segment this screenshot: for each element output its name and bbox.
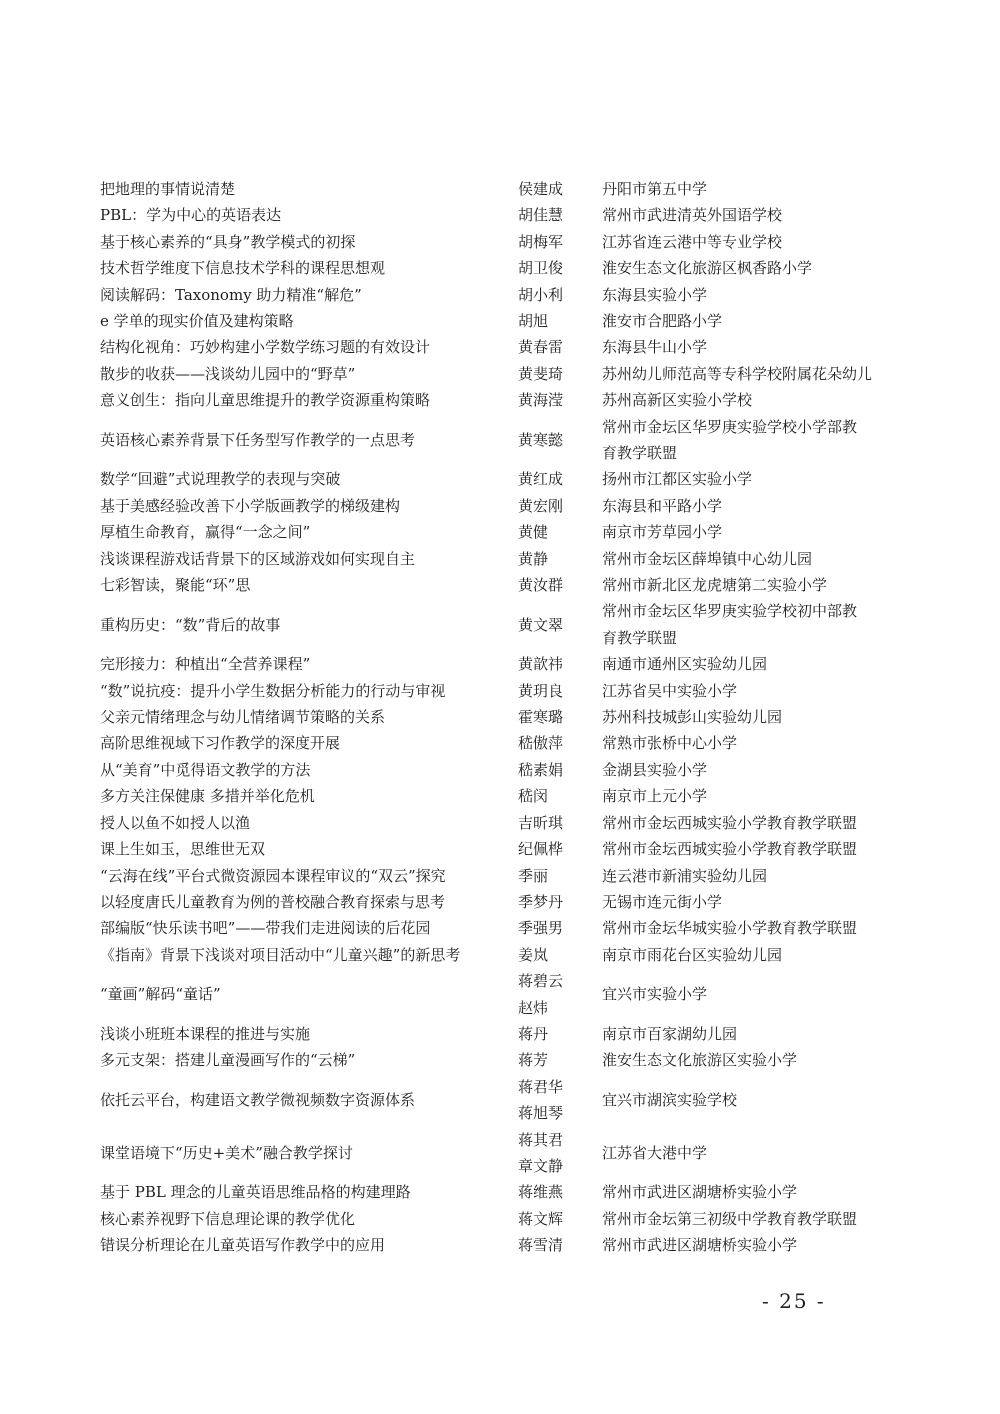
table-row bbox=[100, 493, 880, 519]
school-name: 苏州高新区实验小学校 bbox=[602, 391, 753, 410]
author-name: 胡卫俊 bbox=[518, 259, 564, 278]
author-cell bbox=[518, 757, 602, 783]
author-cell bbox=[518, 836, 602, 862]
author-name: 章文静 bbox=[518, 1156, 564, 1175]
table-row bbox=[100, 1021, 880, 1047]
table-row bbox=[100, 361, 880, 387]
school-cell bbox=[602, 546, 880, 572]
school-name: 宜兴市实验小学 bbox=[602, 985, 708, 1004]
author-cell bbox=[518, 863, 602, 889]
school-cell bbox=[602, 414, 880, 467]
school-cell bbox=[602, 651, 880, 677]
author-name: 黄静 bbox=[518, 549, 549, 568]
paper-title: 英语核心素养背景下任务型写作教学的一点思考 bbox=[100, 430, 416, 449]
table-row bbox=[100, 757, 880, 783]
author-name: 蒋文辉 bbox=[518, 1209, 564, 1228]
author-cell bbox=[518, 308, 602, 334]
paper-title: 散步的收获——浅谈幼儿园中的“野草” bbox=[100, 364, 356, 383]
school-name: 南京市芳草园小学 bbox=[602, 523, 723, 542]
paper-title: 多元支架：搭建儿童漫画写作的“云梯” bbox=[100, 1051, 356, 1070]
table-row bbox=[100, 598, 880, 651]
author-cell bbox=[518, 361, 602, 387]
author-name: 侯建成 bbox=[518, 180, 564, 198]
school-name: 东海县和平路小学 bbox=[602, 496, 723, 515]
table-row bbox=[100, 783, 880, 809]
author-cell bbox=[518, 704, 602, 730]
author-cell bbox=[518, 493, 602, 519]
paper-title: 把地理的事情说清楚 bbox=[100, 180, 236, 198]
paper-title: 基于 PBL 理念的儿童英语思维品格的构建理路 bbox=[100, 1183, 411, 1202]
school-cell bbox=[602, 334, 880, 360]
paper-title: PBL：学为中心的英语表达 bbox=[100, 206, 282, 225]
author-cell bbox=[518, 678, 602, 704]
table-row bbox=[100, 308, 880, 334]
school-cell bbox=[602, 229, 880, 255]
paper-title: 重构历史：“数”背后的故事 bbox=[100, 615, 281, 634]
author-cell bbox=[518, 334, 602, 360]
table-row bbox=[100, 414, 880, 467]
table-row bbox=[100, 1127, 880, 1180]
author-cell bbox=[518, 1047, 602, 1073]
school-name: 淮安生态文化旅游区实验小学 bbox=[602, 1051, 798, 1070]
school-name: 丹阳市第五中学 bbox=[602, 180, 708, 198]
author-cell bbox=[518, 387, 602, 413]
author-name: 嵇傲萍 bbox=[518, 734, 564, 753]
paper-title: 阅读解码：Taxonomy 助力精准“解危” bbox=[100, 285, 362, 304]
table-row bbox=[100, 915, 880, 941]
author-cell bbox=[518, 282, 602, 308]
paper-title: 以轻度唐氏儿童教育为例的普校融合教育探索与思考 bbox=[100, 892, 446, 911]
paper-title: 七彩智读，聚能“环”思 bbox=[100, 576, 251, 595]
school-cell bbox=[602, 1021, 880, 1047]
school-name: 苏州科技城彭山实验幼儿园 bbox=[602, 708, 783, 727]
school-cell bbox=[602, 255, 880, 281]
author-cell bbox=[518, 414, 602, 467]
author-cell bbox=[518, 1127, 602, 1180]
author-cell bbox=[518, 546, 602, 572]
page-number: - 25 - bbox=[762, 1289, 826, 1313]
school-cell bbox=[602, 942, 880, 968]
author-name: 黄寒懿 bbox=[518, 430, 564, 449]
table-row bbox=[100, 176, 880, 202]
school-cell bbox=[602, 1047, 880, 1073]
paper-title: 完形接力：种植出“全营养课程” bbox=[100, 655, 311, 674]
author-cell bbox=[518, 176, 602, 202]
table-row bbox=[100, 282, 880, 308]
table-row bbox=[100, 810, 880, 836]
author-name: 蒋芳 bbox=[518, 1051, 549, 1070]
author-name: 纪佩桦 bbox=[518, 840, 564, 859]
author-name: 季强男 bbox=[518, 919, 564, 938]
author-name: 嵇素娟 bbox=[518, 760, 564, 779]
table-row bbox=[100, 202, 880, 228]
table-row bbox=[100, 255, 880, 281]
paper-title: “童画”解码“童话” bbox=[100, 985, 221, 1004]
author-name: 黄红成 bbox=[518, 470, 564, 489]
author-name: 黄歆祎 bbox=[518, 655, 564, 674]
author-name: 蒋旭琴 bbox=[518, 1104, 564, 1123]
paper-title: 多方关注保健康 多措并举化危机 bbox=[100, 787, 315, 806]
school-name: 南京市百家湖幼儿园 bbox=[602, 1024, 738, 1043]
school-cell bbox=[602, 836, 880, 862]
author-cell bbox=[518, 466, 602, 492]
school-name: 常州市新北区龙虎塘第二实验小学 bbox=[602, 576, 828, 595]
author-name: 嵇闵 bbox=[518, 787, 549, 806]
author-name: 赵炜 bbox=[518, 998, 549, 1017]
author-cell bbox=[518, 915, 602, 941]
author-cell bbox=[518, 572, 602, 598]
author-name: 胡梅军 bbox=[518, 232, 564, 251]
author-name: 季梦丹 bbox=[518, 892, 564, 911]
paper-title: 数学“回避”式说理教学的表现与突破 bbox=[100, 470, 341, 489]
school-cell bbox=[602, 783, 880, 809]
paper-title: 课堂语境下“历史+美术”融合教学探讨 bbox=[100, 1143, 353, 1162]
school-cell bbox=[602, 1127, 880, 1180]
table-row bbox=[100, 942, 880, 968]
author-cell bbox=[518, 255, 602, 281]
paper-title: 浅谈小班班本课程的推进与实施 bbox=[100, 1024, 311, 1043]
author-name: 胡小利 bbox=[518, 285, 564, 304]
school-name: 常州市金坛西城实验小学教育教学联盟 bbox=[602, 840, 858, 859]
school-name: 常州市金坛第三初级中学教育教学联盟 bbox=[602, 1209, 858, 1228]
award-list-table bbox=[100, 176, 880, 1259]
school-name: 江苏省大港中学 bbox=[602, 1143, 708, 1162]
author-name: 蒋维燕 bbox=[518, 1183, 564, 1202]
table-row bbox=[100, 519, 880, 545]
school-cell bbox=[602, 572, 880, 598]
paper-title: 基于美感经验改善下小学版画教学的梯级建构 bbox=[100, 496, 401, 515]
author-cell bbox=[518, 1206, 602, 1232]
author-cell bbox=[518, 1021, 602, 1047]
school-cell bbox=[602, 361, 880, 387]
school-name: 金湖县实验小学 bbox=[602, 760, 708, 779]
school-cell bbox=[602, 282, 880, 308]
author-cell bbox=[518, 942, 602, 968]
school-cell bbox=[602, 176, 880, 202]
school-name: 宜兴市湖滨实验学校 bbox=[602, 1090, 738, 1109]
author-name: 黄文翠 bbox=[518, 615, 564, 634]
award-list-body bbox=[100, 176, 880, 1259]
table-row bbox=[100, 730, 880, 756]
school-cell bbox=[602, 889, 880, 915]
school-name: 常州市武进区湖塘桥实验小学 bbox=[602, 1183, 798, 1202]
paper-title: 从“美育”中觅得语文教学的方法 bbox=[100, 760, 311, 779]
paper-title: “云海在线”平台式微资源园本课程审议的“双云”探究 bbox=[100, 866, 446, 885]
author-name: 胡旭 bbox=[518, 312, 549, 331]
school-cell bbox=[602, 466, 880, 492]
paper-title: 意义创生：指向儿童思维提升的教学资源重构策略 bbox=[100, 391, 431, 410]
author-cell bbox=[518, 889, 602, 915]
author-name: 蒋君华 bbox=[518, 1077, 564, 1096]
school-cell bbox=[602, 519, 880, 545]
school-name: 常州市金坛区华罗庚实验学校初中部教 bbox=[602, 602, 858, 621]
paper-title: 高阶思维视域下习作教学的深度开展 bbox=[100, 734, 341, 753]
table-row bbox=[100, 1232, 880, 1258]
school-cell bbox=[602, 598, 880, 651]
paper-title: 结构化视角：巧妙构建小学数学练习题的有效设计 bbox=[100, 338, 431, 357]
table-row bbox=[100, 229, 880, 255]
school-cell bbox=[602, 730, 880, 756]
paper-title: 厚植生命教育，赢得“一念之间” bbox=[100, 523, 311, 542]
school-cell bbox=[602, 387, 880, 413]
author-cell bbox=[518, 1232, 602, 1258]
school-name: 常州市武进清英外国语学校 bbox=[602, 206, 783, 225]
table-row bbox=[100, 387, 880, 413]
table-row bbox=[100, 572, 880, 598]
school-name: 常州市金坛西城实验小学教育教学联盟 bbox=[602, 813, 858, 832]
school-name: 常州市金坛区薛埠镇中心幼儿园 bbox=[602, 549, 813, 568]
school-name: 常州市金坛区华罗庚实验学校小学部教 bbox=[602, 417, 858, 436]
school-name: 常熟市张桥中心小学 bbox=[602, 734, 738, 753]
school-name: 南通市通州区实验幼儿园 bbox=[602, 655, 768, 674]
school-cell bbox=[602, 1206, 880, 1232]
school-name: 扬州市江都区实验小学 bbox=[602, 470, 753, 489]
school-name: 淮安生态文化旅游区枫香路小学 bbox=[602, 259, 813, 278]
author-name: 黄健 bbox=[518, 523, 549, 542]
school-cell bbox=[602, 493, 880, 519]
school-name: 东海县实验小学 bbox=[602, 285, 708, 304]
paper-title: “数”说抗疫：提升小学生数据分析能力的行动与审视 bbox=[100, 681, 446, 700]
school-name: 连云港市新浦实验幼儿园 bbox=[602, 866, 768, 885]
school-cell bbox=[602, 704, 880, 730]
table-row bbox=[100, 1074, 880, 1127]
author-cell bbox=[518, 202, 602, 228]
author-name: 姜岚 bbox=[518, 945, 549, 964]
school-cell bbox=[602, 968, 880, 1021]
school-cell bbox=[602, 1179, 880, 1205]
table-row bbox=[100, 651, 880, 677]
author-name: 蒋雪清 bbox=[518, 1236, 564, 1255]
table-row bbox=[100, 836, 880, 862]
table-row bbox=[100, 1206, 880, 1232]
author-name: 吉昕琪 bbox=[518, 813, 564, 832]
table-row bbox=[100, 334, 880, 360]
paper-title: 技术哲学维度下信息技术学科的课程思想观 bbox=[100, 259, 386, 278]
author-name: 霍寒璐 bbox=[518, 708, 564, 727]
paper-title: 依托云平台，构建语文教学微视频数字资源体系 bbox=[100, 1090, 416, 1109]
author-name: 季丽 bbox=[518, 866, 549, 885]
school-cell bbox=[602, 863, 880, 889]
table-row bbox=[100, 1179, 880, 1205]
author-name: 黄汝群 bbox=[518, 576, 564, 595]
author-name: 胡佳慧 bbox=[518, 206, 564, 225]
author-cell bbox=[518, 519, 602, 545]
paper-title: 《指南》背景下浅谈对项目活动中“儿童兴趣”的新思考 bbox=[100, 945, 461, 964]
author-cell bbox=[518, 968, 602, 1021]
school-cell bbox=[602, 202, 880, 228]
author-name: 黄宏刚 bbox=[518, 496, 564, 515]
paper-title: 授人以鱼不如授人以渔 bbox=[100, 813, 251, 832]
school-name: 南京市上元小学 bbox=[602, 787, 708, 806]
school-cell bbox=[602, 1232, 880, 1258]
school-cell bbox=[602, 1074, 880, 1127]
table-row bbox=[100, 968, 880, 1021]
school-name: 育教学联盟 bbox=[602, 628, 678, 647]
school-name: 无锡市连元街小学 bbox=[602, 892, 723, 911]
school-name: 常州市武进区湖塘桥实验小学 bbox=[602, 1236, 798, 1255]
table-row bbox=[100, 1047, 880, 1073]
paper-title: 核心素养视野下信息理论课的教学优化 bbox=[100, 1209, 356, 1228]
author-cell bbox=[518, 598, 602, 651]
paper-title: e 学单的现实价值及建构策略 bbox=[100, 312, 294, 331]
author-name: 蒋碧云 bbox=[518, 972, 564, 991]
paper-title: 基于核心素养的“具身”教学模式的初探 bbox=[100, 232, 356, 251]
author-cell bbox=[518, 1179, 602, 1205]
author-name: 黄海滢 bbox=[518, 391, 564, 410]
author-cell bbox=[518, 1074, 602, 1127]
school-name: 淮安市合肥路小学 bbox=[602, 312, 723, 331]
school-cell bbox=[602, 915, 880, 941]
author-name: 蒋其君 bbox=[518, 1130, 564, 1149]
paper-title: 课上生如玉，思维世无双 bbox=[100, 840, 266, 859]
paper-title: 父亲元情绪理念与幼儿情绪调节策略的关系 bbox=[100, 708, 386, 727]
table-row bbox=[100, 704, 880, 730]
school-name: 江苏省连云港中等专业学校 bbox=[602, 232, 783, 251]
school-name: 江苏省吴中实验小学 bbox=[602, 681, 738, 700]
table-row bbox=[100, 863, 880, 889]
school-name: 常州市金坛华城实验小学教育教学联盟 bbox=[602, 919, 858, 938]
author-name: 蒋丹 bbox=[518, 1024, 549, 1043]
table-row bbox=[100, 546, 880, 572]
school-name: 南京市雨花台区实验幼儿园 bbox=[602, 945, 783, 964]
paper-title: 部编版“快乐读书吧”——带我们走进阅读的后花园 bbox=[100, 919, 431, 938]
table-row bbox=[100, 678, 880, 704]
school-cell bbox=[602, 810, 880, 836]
author-cell bbox=[518, 783, 602, 809]
school-name: 东海县牛山小学 bbox=[602, 338, 708, 357]
school-name: 苏州幼儿师范高等专科学校附属花朵幼儿 bbox=[602, 364, 873, 383]
school-cell bbox=[602, 757, 880, 783]
school-cell bbox=[602, 308, 880, 334]
author-cell bbox=[518, 730, 602, 756]
paper-title: 错误分析理论在儿童英语写作教学中的应用 bbox=[100, 1236, 386, 1255]
paper-title: 浅谈课程游戏话背景下的区域游戏如何实现自主 bbox=[100, 549, 416, 568]
author-name: 黄春雷 bbox=[518, 338, 564, 357]
author-cell bbox=[518, 810, 602, 836]
school-cell bbox=[602, 678, 880, 704]
school-name: 育教学联盟 bbox=[602, 444, 678, 463]
table-row bbox=[100, 466, 880, 492]
author-name: 黄玥良 bbox=[518, 681, 564, 700]
author-cell bbox=[518, 229, 602, 255]
author-cell bbox=[518, 651, 602, 677]
author-name: 黄斐琦 bbox=[518, 364, 564, 383]
table-row bbox=[100, 889, 880, 915]
